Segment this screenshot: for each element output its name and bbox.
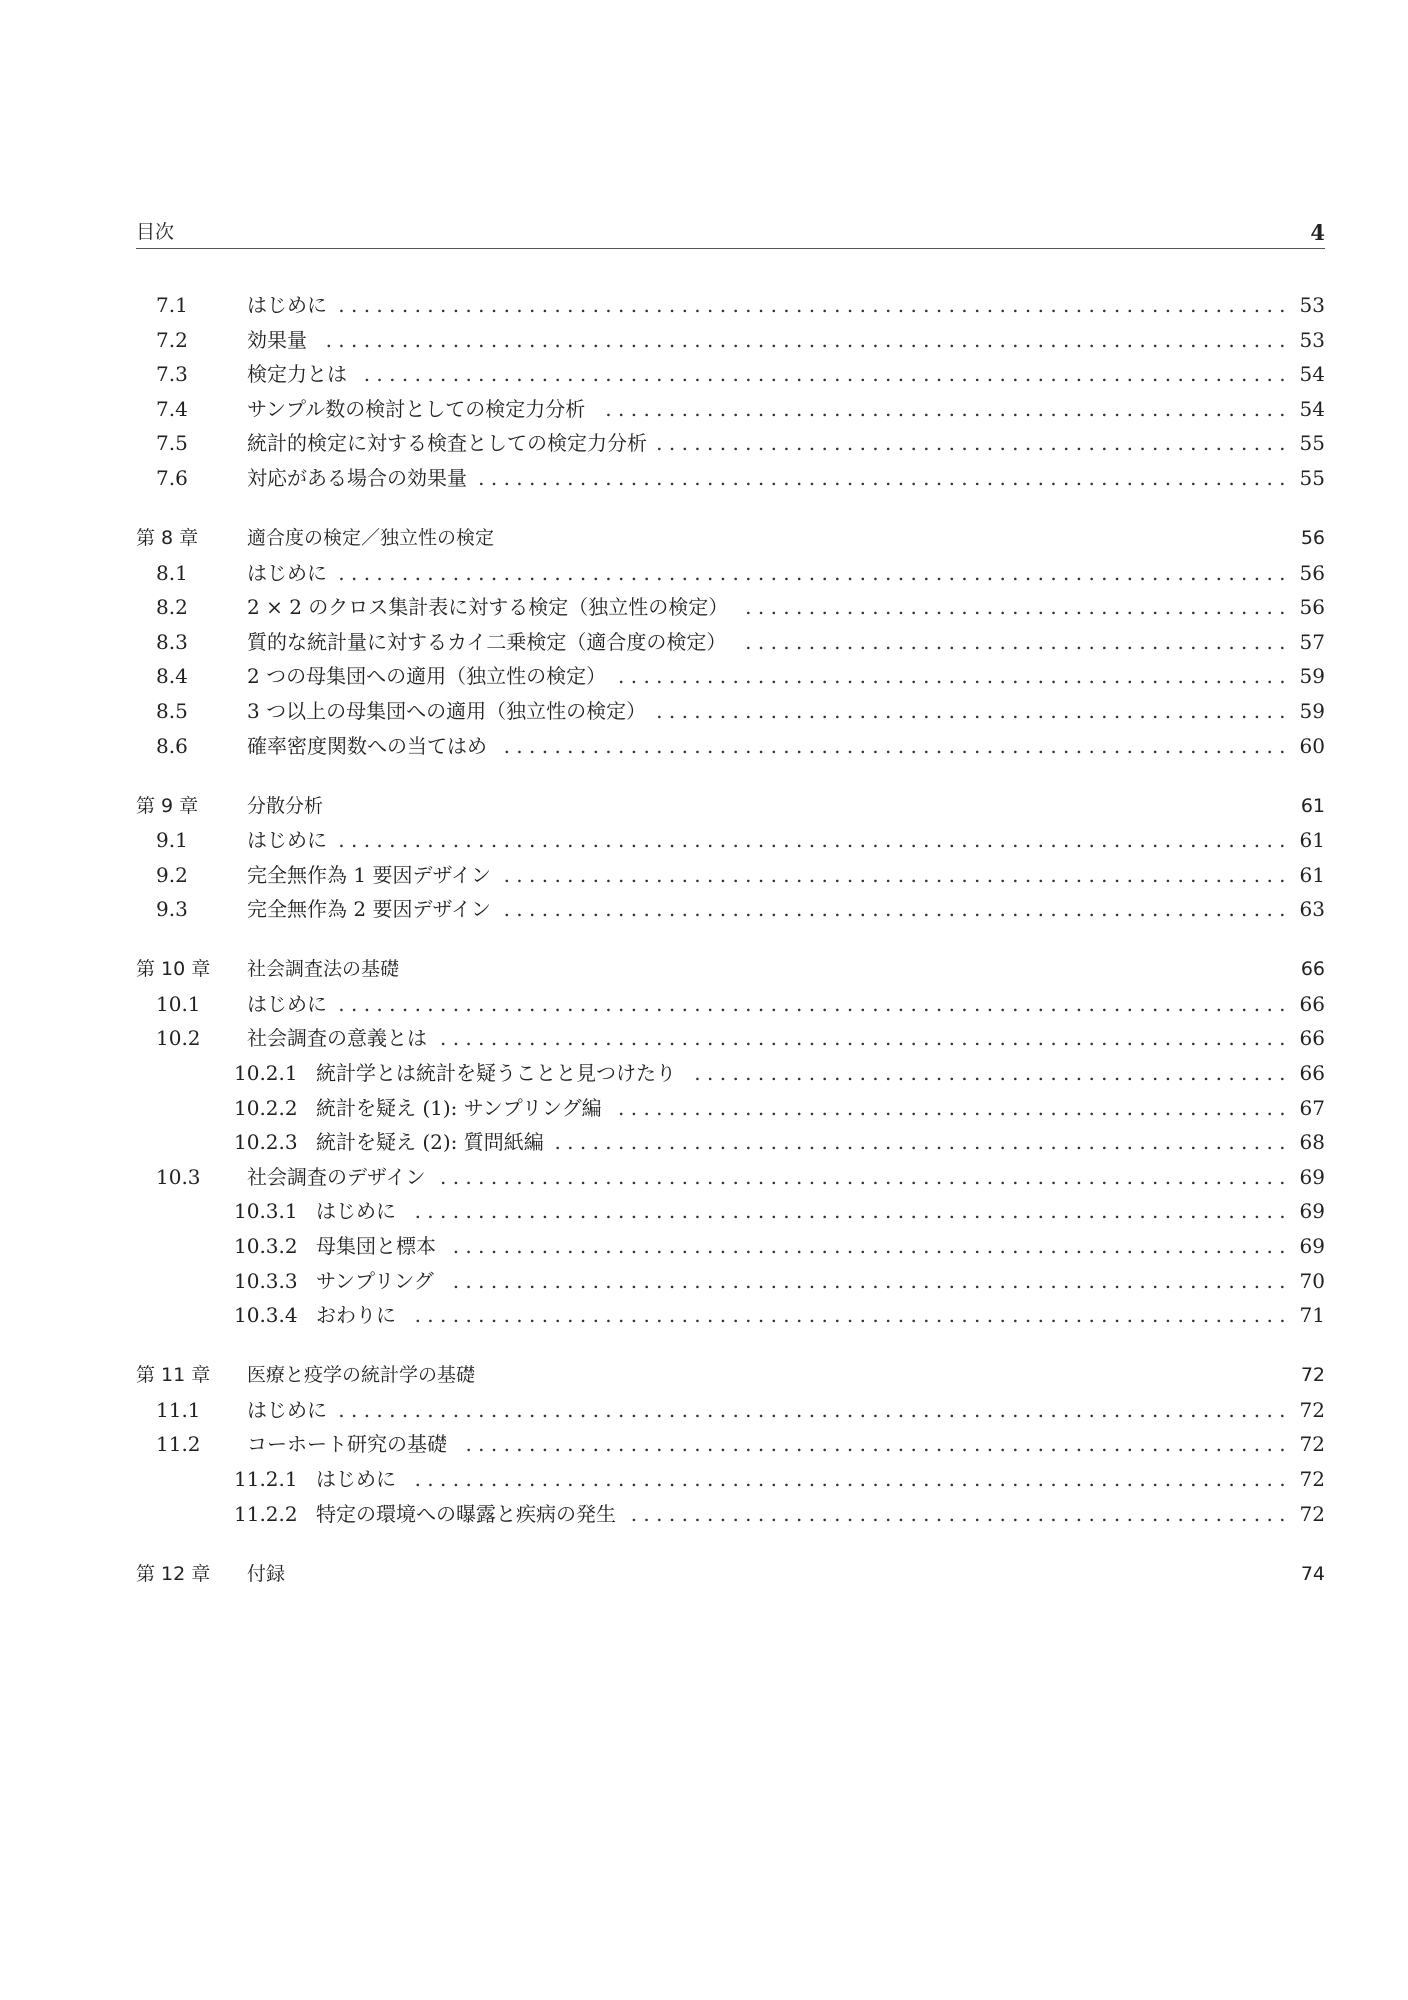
entry-number: 第 8 章 <box>136 526 199 549</box>
entry-page: 72 <box>1299 1397 1325 1422</box>
toc-section-entry[interactable] <box>136 1160 1325 1195</box>
toc-section-entry[interactable] <box>136 590 1325 625</box>
entry-page: 57 <box>1299 629 1325 654</box>
running-header <box>136 218 1325 249</box>
entry-page: 71 <box>1299 1303 1325 1328</box>
page-number: 4 <box>1310 220 1325 245</box>
entry-page: 74 <box>1300 1562 1325 1585</box>
dot-leader: . . . . . . . . . . . . . . . . . . . . . . . . . . . . . . . . . . . . . . . . . . . . . . . . . . . . . <box>618 664 1286 689</box>
entry-title: 2 つの母集団への適用（独立性の検定） <box>247 664 607 689</box>
entry-title: はじめに <box>247 991 327 1016</box>
toc-section-entry[interactable] <box>136 987 1325 1022</box>
dot-leader: . . . . . . . . . . . . . . . . . . . . . . . . . . . . . . . . . . . . . . . . . . . . . . . . . . . . . . . . . . . . . . . . . . . . . . . . . . . <box>338 293 1286 317</box>
toc-chapter-entry[interactable] <box>136 521 1325 556</box>
dot-leader: . . . . . . . . . . . . . . . . . . . . . . . . . . . . . . . . . . . . . . . . . . . . . . . <box>694 1061 1286 1086</box>
entry-page: 61 <box>1299 828 1325 853</box>
entry-title: はじめに <box>316 1199 396 1224</box>
entry-title: 付録 <box>247 1562 286 1585</box>
entry-number: 第 9 章 <box>136 794 199 817</box>
entry-title: はじめに <box>247 560 327 585</box>
entry-title: はじめに <box>316 1466 396 1491</box>
entry-page: 53 <box>1299 327 1325 352</box>
dot-leader: . . . . . . . . . . . . . . . . . . . . . . . . . . . . . . . . . . . . . . . . . . . . . . . . . . . . . . . . . . . . . . . . . . . . . <box>414 1466 1286 1491</box>
entry-number: 8.5 <box>156 698 188 723</box>
toc-section-entry[interactable] <box>136 823 1325 858</box>
entry-page: 59 <box>1299 698 1325 723</box>
entry-page: 67 <box>1299 1095 1325 1120</box>
entry-number: 10.2 <box>156 1026 201 1051</box>
entry-title: 母集団と標本 <box>316 1234 436 1259</box>
dot-leader: . . . . . . . . . . . . . . . . . . . . . . . . . . . . . . . . . . . . . . . . . . . . . . . . . . . . . . . . . . . . . . . . . . . . . . . . . . . <box>338 560 1286 585</box>
entry-title: サンプリング <box>316 1268 434 1293</box>
entry-page: 69 <box>1299 1164 1325 1189</box>
entry-number: 8.2 <box>156 595 188 620</box>
entry-page: 54 <box>1299 362 1325 387</box>
entry-number: 10.3.3 <box>234 1268 298 1293</box>
toc-section-entry[interactable] <box>136 892 1325 927</box>
entry-title: 検定力とは <box>247 362 347 387</box>
toc-section-entry[interactable] <box>136 729 1325 764</box>
entry-number: 10.2.1 <box>234 1061 298 1086</box>
entry-title: 2 × 2 のクロス集計表に対する検定（独立性の検定） <box>247 595 729 620</box>
entry-number: 第 10 章 <box>136 958 211 981</box>
toc-section-entry[interactable] <box>136 1462 1325 1497</box>
entry-title: 適合度の検定／独立性の検定 <box>247 526 495 549</box>
entry-title: はじめに <box>247 1397 327 1422</box>
toc-section-entry[interactable] <box>136 1091 1325 1126</box>
toc-section-entry[interactable] <box>136 1021 1325 1056</box>
table-of-contents <box>136 288 1325 1591</box>
entry-number: 7.5 <box>156 431 188 456</box>
dot-leader: . . . . . . . . . . . . . . . . . . . . . . . . . . . . . . . . . . . . . . . . . . . . . . . . . . <box>656 698 1286 723</box>
toc-section-entry[interactable] <box>136 461 1325 496</box>
dot-leader: . . . . . . . . . . . . . . . . . . . . . . . . . . . . . . . . . . . . . . . . . . . <box>745 595 1286 620</box>
dot-leader: . . . . . . . . . . . . . . . . . . . . . . . . . . . . . . . . . . . . . . . . . . . . . . . . . . . . . . . . . . . . . . . . . . . . . . . . . . . <box>338 828 1286 853</box>
entry-number: 8.1 <box>156 560 188 585</box>
dot-leader: . . . . . . . . . . . . . . . . . . . . . . . . . . . . . . . . . . . . . . . . . . . . . . . . . . . . . <box>618 1095 1286 1120</box>
entry-page: 60 <box>1299 733 1325 758</box>
entry-page: 55 <box>1299 431 1325 456</box>
entry-page: 72 <box>1299 1466 1325 1491</box>
dot-leader: . . . . . . . . . . . . . . . . . . . . . . . . . . . . . . . . . . . . . . . . . . . . . . . . . . . . . . . . . . . . . . . . . . . . . <box>414 1199 1286 1224</box>
dot-leader: . . . . . . . . . . . . . . . . . . . . . . . . . . . . . . . . . . . . . . . . . . . <box>745 629 1286 654</box>
toc-section-entry[interactable] <box>136 1056 1325 1091</box>
entry-page: 66 <box>1300 958 1325 981</box>
entry-page: 56 <box>1300 526 1325 549</box>
toc-section-entry[interactable] <box>136 556 1325 591</box>
entry-page: 72 <box>1300 1364 1325 1387</box>
entry-number: 7.3 <box>156 362 188 387</box>
dot-leader: . . . . . . . . . . . . . . . . . . . . . . . . . . . . . . . . . . . . . . . . . . . . . . . . . . . . . . . . . . . . . . . . . <box>465 1432 1286 1457</box>
entry-page: 63 <box>1299 897 1325 922</box>
entry-title: 分散分析 <box>247 794 324 817</box>
toc-section-entry[interactable] <box>136 625 1325 660</box>
dot-leader: . . . . . . . . . . . . . . . . . . . . . . . . . . . . . . . . . . . . . . . . . . . . . . . . . . . . . . <box>605 396 1286 421</box>
entry-page: 66 <box>1299 1061 1325 1086</box>
entry-page: 56 <box>1299 595 1325 620</box>
entry-number: 11.2.1 <box>234 1466 298 1491</box>
toc-section-entry[interactable] <box>136 694 1325 729</box>
dot-leader: . . . . . . . . . . . . . . . . . . . . . . . . . . . . . . . . . . . . . . . . . . . . . . . . . . . . . . . . . . . . . . . . . . . . . . . . . . . <box>338 991 1286 1016</box>
entry-number: 7.6 <box>156 465 188 490</box>
entry-page: 54 <box>1299 396 1325 421</box>
dot-leader: . . . . . . . . . . . . . . . . . . . . . . . . . . . . . . . . . . . . . . . . . . . . . . . . . . . . . . . . . . . . . . . . . . . . . . . . . <box>363 362 1286 387</box>
toc-section-entry[interactable] <box>136 357 1325 392</box>
entry-page: 68 <box>1299 1130 1325 1155</box>
toc-section-entry[interactable] <box>136 1393 1325 1428</box>
entry-title: 社会調査法の基礎 <box>247 958 400 981</box>
dot-leader: . . . . . . . . . . . . . . . . . . . . . . . . . . . . . . . . . . . . . . . . . . . . . . . . . . . . . . . . . . . . . . . . . . . . . <box>414 1303 1286 1328</box>
entry-number: 11.1 <box>156 1397 201 1422</box>
entry-page: 55 <box>1299 465 1325 490</box>
entry-title: 質的な統計量に対するカイ二乗検定（適合度の検定） <box>247 629 727 654</box>
dot-leader: . . . . . . . . . . . . . . . . . . . . . . . . . . . . . . . . . . . . . . . . . . . . . . . . . . . . . . . . . . . . . . . . . . . . . . . . . . . <box>338 1397 1286 1422</box>
entry-number: 第 12 章 <box>136 1562 211 1585</box>
entry-number: 10.3.2 <box>234 1234 298 1259</box>
entry-title: 医療と疫学の統計学の基礎 <box>247 1364 476 1387</box>
toc-section-entry[interactable] <box>136 1427 1325 1462</box>
entry-number: 10.3.1 <box>234 1199 298 1224</box>
entry-number: 10.1 <box>156 991 201 1016</box>
toc-chapter-entry[interactable] <box>136 1557 1325 1592</box>
toc-chapter-entry[interactable] <box>136 952 1325 987</box>
entry-title: 社会調査の意義とは <box>247 1026 427 1051</box>
entry-title: 統計的検定に対する検査としての検定力分析 <box>247 431 647 456</box>
dot-leader: . . . . . . . . . . . . . . . . . . . . . . . . . . . . . . . . . . . . . . . . . . . . . . . . . . . . . . . . . . <box>554 1130 1286 1155</box>
entry-page: 72 <box>1299 1432 1325 1457</box>
entry-page: 69 <box>1299 1234 1325 1259</box>
toc-section-entry[interactable] <box>136 1194 1325 1229</box>
toc-section-entry[interactable] <box>136 1264 1325 1299</box>
entry-title: 対応がある場合の効果量 <box>247 465 467 490</box>
entry-title: 特定の環境への曝露と疾病の発生 <box>316 1501 616 1526</box>
entry-title: コーホート研究の基礎 <box>247 1432 447 1457</box>
toc-section-entry[interactable] <box>136 323 1325 358</box>
entry-page: 53 <box>1299 293 1325 317</box>
entry-number: 10.3 <box>156 1164 201 1189</box>
dot-leader: . . . . . . . . . . . . . . . . . . . . . . . . . . . . . . . . . . . . . . . . . . . . . . . . . . . . . . . . . . . . . . . . . . . <box>440 1164 1286 1189</box>
entry-page: 70 <box>1299 1268 1325 1293</box>
toc-section-entry[interactable] <box>136 659 1325 694</box>
dot-leader: . . . . . . . . . . . . . . . . . . . . . . . . . . . . . . . . . . . . . . . . . . . . . . . . . . . . <box>630 1501 1286 1526</box>
entry-title: 完全無作為 1 要因デザイン <box>247 862 492 887</box>
toc-chapter-entry[interactable] <box>136 1358 1325 1393</box>
entry-title: 社会調査のデザイン <box>247 1164 426 1189</box>
entry-number: 9.3 <box>156 897 188 922</box>
entry-title: 3 つ以上の母集団への適用（独立性の検定） <box>247 698 647 723</box>
entry-page: 56 <box>1299 560 1325 585</box>
entry-page: 66 <box>1299 1026 1325 1051</box>
entry-title: 統計を疑え (1): サンプリング編 <box>316 1095 602 1120</box>
dot-leader: . . . . . . . . . . . . . . . . . . . . . . . . . . . . . . . . . . . . . . . . . . . . . . . . . . . . . . . . . . . . . . . . . . . . . . . . . . . . <box>325 327 1286 352</box>
toc-section-entry[interactable] <box>136 1229 1325 1264</box>
entry-page: 61 <box>1300 794 1325 817</box>
entry-number: 7.1 <box>156 293 188 317</box>
entry-number: 11.2 <box>156 1432 201 1457</box>
dot-leader: . . . . . . . . . . . . . . . . . . . . . . . . . . . . . . . . . . . . . . . . . . . . . . . . . . . . . . . . . . . . . . <box>503 897 1286 922</box>
dot-leader: . . . . . . . . . . . . . . . . . . . . . . . . . . . . . . . . . . . . . . . . . . . . . . . . . . . . . . . . . . . . . . . . . . <box>452 1234 1286 1259</box>
toc-section-entry[interactable] <box>136 288 1325 323</box>
entry-number: 10.2.2 <box>234 1095 298 1120</box>
entry-number: 8.6 <box>156 733 188 758</box>
dot-leader: . . . . . . . . . . . . . . . . . . . . . . . . . . . . . . . . . . . . . . . . . . . . . . . . . . <box>656 431 1286 456</box>
entry-page: 61 <box>1299 862 1325 887</box>
dot-leader: . . . . . . . . . . . . . . . . . . . . . . . . . . . . . . . . . . . . . . . . . . . . . . . . . . . . . . . . . . . . . . <box>503 862 1286 887</box>
toc-section-entry[interactable] <box>136 426 1325 461</box>
dot-leader: . . . . . . . . . . . . . . . . . . . . . . . . . . . . . . . . . . . . . . . . . . . . . . . . . . . . . . . . . . . . . . . . <box>478 465 1286 490</box>
toc-section-entry[interactable] <box>136 1125 1325 1160</box>
toc-section-entry[interactable] <box>136 858 1325 893</box>
entry-number: 10.3.4 <box>234 1303 298 1328</box>
entry-title: 完全無作為 2 要因デザイン <box>247 897 492 922</box>
entry-number: 10.2.3 <box>234 1130 298 1155</box>
dot-leader: . . . . . . . . . . . . . . . . . . . . . . . . . . . . . . . . . . . . . . . . . . . . . . . . . . . . . . . . . . . . . . . . . . <box>452 1268 1286 1293</box>
entry-title: 確率密度関数への当てはめ <box>247 733 487 758</box>
entry-title: サンプル数の検討としての検定力分析 <box>247 396 586 421</box>
entry-page: 72 <box>1299 1501 1325 1526</box>
entry-number: 7.2 <box>156 327 188 352</box>
toc-section-entry[interactable] <box>136 1298 1325 1333</box>
entry-page: 66 <box>1299 991 1325 1016</box>
toc-section-entry[interactable] <box>136 1497 1325 1532</box>
entry-title: 統計学とは統計を疑うことと見つけたり <box>316 1061 676 1086</box>
entry-page: 69 <box>1299 1199 1325 1224</box>
entry-title: はじめに <box>247 828 327 853</box>
entry-title: おわりに <box>316 1303 396 1328</box>
entry-title: はじめに <box>247 293 327 317</box>
toc-chapter-entry[interactable] <box>136 789 1325 824</box>
entry-number: 9.2 <box>156 862 188 887</box>
dot-leader: . . . . . . . . . . . . . . . . . . . . . . . . . . . . . . . . . . . . . . . . . . . . . . . . . . . . . . . . . . . . . . . . . . . <box>440 1026 1286 1051</box>
entry-title: 統計を疑え (2): 質問紙編 <box>316 1130 544 1155</box>
entry-number: 8.3 <box>156 629 188 654</box>
entry-number: 9.1 <box>156 828 188 853</box>
entry-number: 8.4 <box>156 664 188 689</box>
entry-title: 効果量 <box>247 327 307 352</box>
entry-page: 59 <box>1299 664 1325 689</box>
entry-number: 第 11 章 <box>136 1364 211 1387</box>
toc-section-entry[interactable] <box>136 392 1325 427</box>
dot-leader: . . . . . . . . . . . . . . . . . . . . . . . . . . . . . . . . . . . . . . . . . . . . . . . . . . . . . . . . . . . . . . <box>503 733 1286 758</box>
entry-number: 7.4 <box>156 396 188 421</box>
header-title: 目次 <box>136 221 175 243</box>
entry-number: 11.2.2 <box>234 1501 298 1526</box>
